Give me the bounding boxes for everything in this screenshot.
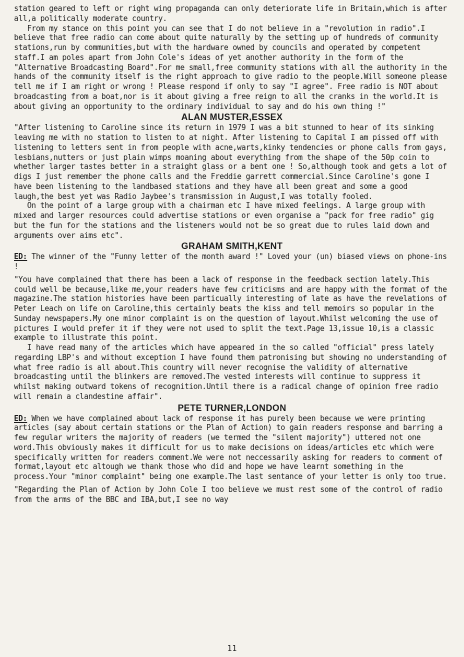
editor-reply [14,252,450,272]
editor-tag: ED: [14,252,28,262]
letter-signature: GRAHAM SMITH,KENT [181,241,283,252]
editor-reply-text: When we have complained about lack of response it has purely been because we were printing articles (say about certain stations or the Plan of Action) to gain readers response and barring a few regular writers the majority of readers (we termed the "silent majority") uttered not one word.This obviously makes it difficult for us to make decisions on ideas/articles etc which were specifically written for readers comment.We were not neccessarily asking for readers to comment of format,layout etc altough we thank those who did and hope we have learnt something in the process.Your "minor complaint" being one example.The last sentance of your letter is only too true. [14,413,447,481]
letter-paragraph: station geared to left or right wing propaganda can only deteriorate life in Britain,which is after all,a politically moderate country. [14,4,452,23]
letter-paragraph: "After listening to Caroline since its return in 1979 I was a bit stunned to hear of its sinking leaving me with no station to listen to at night. After listening to Capital I am pissed off with listening to letters sent in from people with acne,warts,kinky tendencies or phone calls from gays, lesbians,nutters or just plain wimps moaning about everything from the shape of the 50p coin to whether larger tastes better in a straight glass or a bent one ! So,although took and gets a lot of digs I just remember the phone calls and the Freddie garrett commercial.Since Caroline's gone I have been listening to the landbased stations and they have all been great and some a good laugh,the best yet was Radio Jaybee's transmission in August,I was totally fooled. [14,123,452,201]
letter-signature: ALAN MUSTER,ESSEX [181,112,283,123]
editor-reply-text: The winner of the "Funny letter of the month award !" Loved your (un) biased views on phone-ins ! [14,252,447,271]
page-number: 11 [227,644,237,653]
letter-signature: PETE TURNER,LONDON [177,402,287,413]
letter-paragraph: "Regarding the Plan of Action by John Cole I too believe we must rest some of the control of radio from the arms of the BBC and IBA,but,I see no way [14,484,447,504]
letter-paragraph: From my stance on this point you can see that I do not believe in a "revolution in radio".I believe that free radio can come about quite naturally by the setting up of hundreds of community stations,run by communities,but with the hardware owned by councils and operated by competent staff.I am poles apart from John Cole's ideas of yet another authority in the form of the "Alternative Broadcasting Board".For me small,free community stations with all the authority in the hands of the community itself is the right approach to give radio to the people.Will someone please tell me if I am right or wrong ! Please respond if only to say "I agree". Free radio is NOT about broadcasting from a boat,nor is it about giving a free reign to all the cranks in the world.It is about giving an opportunity to the ordinary individual to say and do his own thing !" [14,23,452,111]
letter-paragraph: I have read many of the articles which have appeared in the so called "official" press lately regarding LBP's and without exception I have found them patronising but showing no understanding of what free radio is all about.This country will never recognise the validity of alternative broadcasting until the blinkers are removed.The vested interests will continue to suppress it whilst making outward tokens of recognition.Until there is a radical change of opinion free radio will remain a clandestine affair". [14,343,452,401]
letter-paragraph: "You have complained that there has been a lack of response in the feedback section lately.This could well be because,like me,your readers have few criticisms and are happy with the format of the magazine.The station histories have been particually interesting of late as have the revelations of Peter Leach on life on Caroline,this certainly beats the kiss and tell memoirs so popular in the Sunday newspapers.My one minor complaint is on the question of layout.Whilst welcoming the use of pictures I would prefer it if they were not used to split the text.Page 13,issue 10,is a classic example to illustrate this point. [14,274,452,343]
letter-paragraph: On the point of a large group with a chairman etc I have mixed feelings. A large group with mixed and larger resources could advertise stations or even organise a "pack for free radio" gig but the fun for the stations and the listeners would not be so great due to rules laid down and arguments over aims etc". [14,201,439,240]
editor-tag: ED: [14,413,28,423]
editor-reply [14,414,450,482]
